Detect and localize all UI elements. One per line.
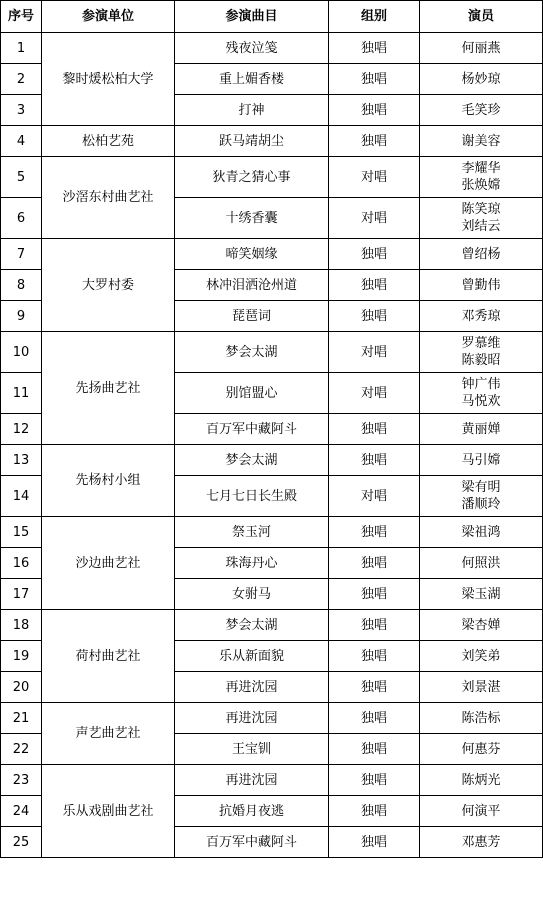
song-title: 再进沈园 bbox=[175, 672, 329, 703]
row-number: 2 bbox=[1, 64, 42, 95]
song-title: 七月七日长生殿 bbox=[175, 476, 329, 517]
song-title: 残夜泣笺 bbox=[175, 33, 329, 64]
row-number: 13 bbox=[1, 445, 42, 476]
header-song: 参演曲目 bbox=[175, 1, 329, 33]
song-title: 再进沈园 bbox=[175, 765, 329, 796]
group-type: 独唱 bbox=[329, 126, 420, 157]
song-title: 王宝钏 bbox=[175, 734, 329, 765]
row-number: 12 bbox=[1, 414, 42, 445]
song-title: 啼笑姻缘 bbox=[175, 239, 329, 270]
table-row bbox=[1, 517, 543, 548]
table-row bbox=[1, 126, 543, 157]
row-number: 4 bbox=[1, 126, 42, 157]
song-title: 十绣香囊 bbox=[175, 198, 329, 239]
group-type: 独唱 bbox=[329, 796, 420, 827]
performer-names: 曾勤伟 bbox=[420, 270, 543, 301]
group-type: 独唱 bbox=[329, 765, 420, 796]
group-type: 对唱 bbox=[329, 476, 420, 517]
song-title: 珠海丹心 bbox=[175, 548, 329, 579]
table-row bbox=[1, 445, 543, 476]
header-group: 组别 bbox=[329, 1, 420, 33]
group-type: 对唱 bbox=[329, 332, 420, 373]
row-number: 14 bbox=[1, 476, 42, 517]
performer-names: 陈浩标 bbox=[420, 703, 543, 734]
row-number: 10 bbox=[1, 332, 42, 373]
performer-names: 梁祖鸿 bbox=[420, 517, 543, 548]
row-number: 1 bbox=[1, 33, 42, 64]
group-type: 独唱 bbox=[329, 270, 420, 301]
song-title: 再进沈园 bbox=[175, 703, 329, 734]
song-title: 跃马靖胡尘 bbox=[175, 126, 329, 157]
performing-unit: 黎时煖松柏大学 bbox=[42, 33, 175, 126]
performer-names: 钟广伟 马悦欢 bbox=[420, 373, 543, 414]
song-title: 梦会太湖 bbox=[175, 332, 329, 373]
performing-unit: 沙边曲艺社 bbox=[42, 517, 175, 610]
performing-unit: 松柏艺苑 bbox=[42, 126, 175, 157]
row-number: 6 bbox=[1, 198, 42, 239]
performing-unit: 乐从戏剧曲艺社 bbox=[42, 765, 175, 858]
row-number: 5 bbox=[1, 157, 42, 198]
performer-names: 何演平 bbox=[420, 796, 543, 827]
group-type: 独唱 bbox=[329, 95, 420, 126]
group-type: 独唱 bbox=[329, 517, 420, 548]
song-title: 狄青之猜心事 bbox=[175, 157, 329, 198]
header-row bbox=[1, 1, 543, 33]
group-type: 对唱 bbox=[329, 198, 420, 239]
header-actor: 演员 bbox=[420, 1, 543, 33]
song-title: 林冲泪洒沧州道 bbox=[175, 270, 329, 301]
row-number: 23 bbox=[1, 765, 42, 796]
header-no: 序号 bbox=[1, 1, 42, 33]
group-type: 独唱 bbox=[329, 672, 420, 703]
performer-names: 陈炳光 bbox=[420, 765, 543, 796]
song-title: 百万军中藏阿斗 bbox=[175, 414, 329, 445]
performer-names: 梁有明 潘顺玲 bbox=[420, 476, 543, 517]
song-title: 祭玉河 bbox=[175, 517, 329, 548]
performer-names: 梁玉湖 bbox=[420, 579, 543, 610]
performer-names: 刘笑弟 bbox=[420, 641, 543, 672]
row-number: 15 bbox=[1, 517, 42, 548]
row-number: 19 bbox=[1, 641, 42, 672]
group-type: 独唱 bbox=[329, 641, 420, 672]
group-type: 独唱 bbox=[329, 610, 420, 641]
group-type: 对唱 bbox=[329, 373, 420, 414]
table-row bbox=[1, 703, 543, 734]
row-number: 24 bbox=[1, 796, 42, 827]
table-body bbox=[1, 33, 543, 858]
performer-names: 曾绍杨 bbox=[420, 239, 543, 270]
table-row bbox=[1, 33, 543, 64]
group-type: 独唱 bbox=[329, 703, 420, 734]
song-title: 女驸马 bbox=[175, 579, 329, 610]
row-number: 11 bbox=[1, 373, 42, 414]
song-title: 乐从新面貌 bbox=[175, 641, 329, 672]
group-type: 独唱 bbox=[329, 414, 420, 445]
table-row bbox=[1, 239, 543, 270]
performer-names: 邓惠芳 bbox=[420, 827, 543, 858]
row-number: 18 bbox=[1, 610, 42, 641]
performing-unit: 大罗村委 bbox=[42, 239, 175, 332]
performer-names: 邓秀琼 bbox=[420, 301, 543, 332]
performing-unit: 荷村曲艺社 bbox=[42, 610, 175, 703]
performer-names: 何照洪 bbox=[420, 548, 543, 579]
song-title: 重上媚香楼 bbox=[175, 64, 329, 95]
table-row bbox=[1, 157, 543, 198]
performer-names: 李耀华 张焕嫦 bbox=[420, 157, 543, 198]
performer-names: 陈笑琼 刘结云 bbox=[420, 198, 543, 239]
group-type: 独唱 bbox=[329, 239, 420, 270]
table-row bbox=[1, 332, 543, 373]
row-number: 3 bbox=[1, 95, 42, 126]
row-number: 17 bbox=[1, 579, 42, 610]
group-type: 独唱 bbox=[329, 734, 420, 765]
performing-unit: 先杨村小组 bbox=[42, 445, 175, 517]
song-title: 抗婚月夜逃 bbox=[175, 796, 329, 827]
row-number: 21 bbox=[1, 703, 42, 734]
group-type: 独唱 bbox=[329, 579, 420, 610]
row-number: 16 bbox=[1, 548, 42, 579]
row-number: 25 bbox=[1, 827, 42, 858]
performer-names: 马引嫦 bbox=[420, 445, 543, 476]
header-unit: 参演单位 bbox=[42, 1, 175, 33]
row-number: 9 bbox=[1, 301, 42, 332]
song-title: 百万军中藏阿斗 bbox=[175, 827, 329, 858]
table-row bbox=[1, 765, 543, 796]
table-row bbox=[1, 610, 543, 641]
row-number: 22 bbox=[1, 734, 42, 765]
group-type: 独唱 bbox=[329, 827, 420, 858]
row-number: 8 bbox=[1, 270, 42, 301]
performer-names: 杨妙琼 bbox=[420, 64, 543, 95]
song-title: 别馆盟心 bbox=[175, 373, 329, 414]
group-type: 独唱 bbox=[329, 64, 420, 95]
performer-names: 刘景湛 bbox=[420, 672, 543, 703]
performer-names: 黄丽婵 bbox=[420, 414, 543, 445]
group-type: 独唱 bbox=[329, 301, 420, 332]
group-type: 独唱 bbox=[329, 548, 420, 579]
performer-names: 毛笑珍 bbox=[420, 95, 543, 126]
song-title: 梦会太湖 bbox=[175, 445, 329, 476]
group-type: 独唱 bbox=[329, 445, 420, 476]
performer-names: 梁杏婵 bbox=[420, 610, 543, 641]
performing-unit: 先扬曲艺社 bbox=[42, 332, 175, 445]
performing-unit: 声艺曲艺社 bbox=[42, 703, 175, 765]
row-number: 20 bbox=[1, 672, 42, 703]
row-number: 7 bbox=[1, 239, 42, 270]
performer-names: 何惠芬 bbox=[420, 734, 543, 765]
performing-unit: 沙滘东村曲艺社 bbox=[42, 157, 175, 239]
performer-names: 何丽燕 bbox=[420, 33, 543, 64]
song-title: 梦会太湖 bbox=[175, 610, 329, 641]
song-title: 琵琶词 bbox=[175, 301, 329, 332]
song-title: 打神 bbox=[175, 95, 329, 126]
performer-names: 谢美容 bbox=[420, 126, 543, 157]
group-type: 独唱 bbox=[329, 33, 420, 64]
group-type: 对唱 bbox=[329, 157, 420, 198]
performer-names: 罗慕维 陈毅昭 bbox=[420, 332, 543, 373]
